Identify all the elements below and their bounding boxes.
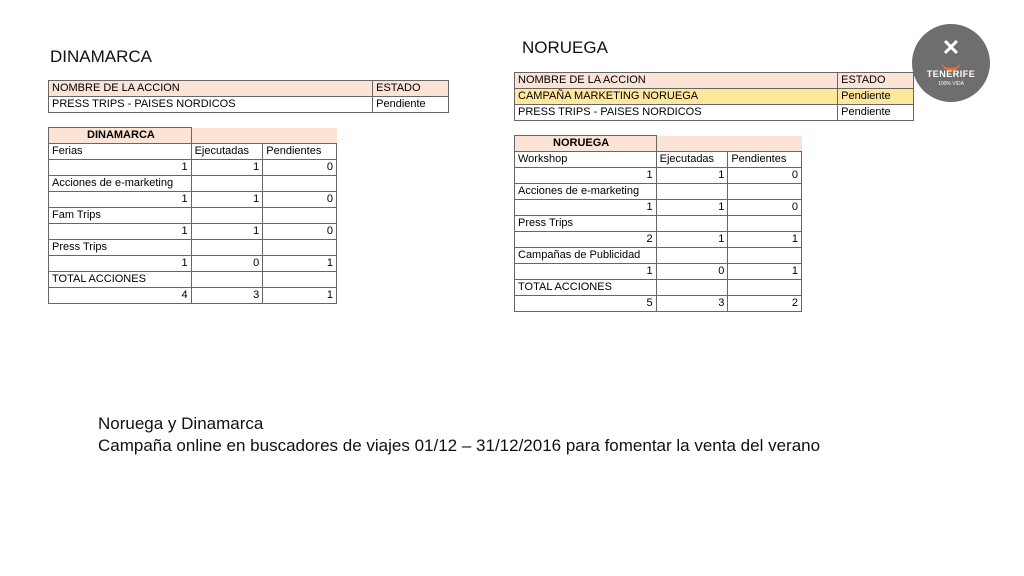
group-label: Press Trips [49, 240, 192, 256]
footer-line-1: Noruega y Dinamarca [98, 414, 264, 433]
cell-done: 1 [656, 232, 728, 248]
cell-total: 1 [49, 160, 192, 176]
cell-total: 4 [49, 288, 192, 304]
cell-pending: 1 [263, 288, 337, 304]
table-row [49, 144, 337, 160]
group-label: Workshop [515, 152, 657, 168]
cell-pending: 2 [728, 296, 802, 312]
table-row [49, 208, 337, 224]
noruega-status-table [514, 72, 914, 121]
table-row [49, 97, 449, 113]
cell-done: 0 [191, 256, 263, 272]
cell-done: 0 [656, 264, 728, 280]
cell-total: 5 [515, 296, 657, 312]
cell-total: 1 [515, 200, 657, 216]
group-label: Ferias [49, 144, 192, 160]
table-header-row [515, 73, 914, 89]
dinamarca-heading: DINAMARCA [50, 47, 153, 66]
summary-title: DINAMARCA [49, 128, 192, 144]
table-row [49, 192, 337, 208]
cell-pending: 1 [263, 256, 337, 272]
table-row [515, 280, 802, 296]
table-row [49, 160, 337, 176]
table-row [515, 232, 802, 248]
tenerife-logo [912, 24, 990, 102]
cell-pending: 0 [263, 224, 337, 240]
table-row [49, 176, 337, 192]
table-row [49, 224, 337, 240]
column-header-pending: Pendientes [263, 144, 337, 160]
table-row [49, 256, 337, 272]
dinamarca-summary-table [48, 127, 337, 304]
cell-done: 1 [656, 168, 728, 184]
logo-name: TENERIFE [926, 69, 976, 79]
cell-pending: 0 [728, 200, 802, 216]
table-row [515, 168, 802, 184]
table-row [515, 248, 802, 264]
cell-total: 2 [515, 232, 657, 248]
table-row [515, 200, 802, 216]
table-row [515, 216, 802, 232]
table-row [515, 105, 914, 121]
cell-pending: 0 [263, 160, 337, 176]
group-label: Press Trips [515, 216, 657, 232]
group-label: Acciones de e-marketing [49, 176, 192, 192]
column-header-done: Ejecutadas [191, 144, 263, 160]
action-name: PRESS TRIPS - PAISES NORDICOS [515, 105, 838, 121]
cell-done: 3 [191, 288, 263, 304]
footer-line-2: Campaña online en buscadores de viajes 01/12 – 31/12/2016 para fomentar la venta del verano [98, 436, 821, 455]
action-name: CAMPAÑA MARKETING NORUEGA [515, 89, 838, 105]
table-row [49, 288, 337, 304]
table-row [515, 89, 914, 105]
cell-total: 1 [49, 192, 192, 208]
group-label: Campañas de Publicidad [515, 248, 657, 264]
dinamarca-status-table [48, 80, 449, 113]
group-label: Acciones de e-marketing [515, 184, 657, 200]
noruega-heading: NORUEGA [522, 38, 608, 57]
logo-tagline: 100% VIDA [938, 81, 964, 87]
action-status: Pendiente [838, 89, 914, 105]
table-row [515, 152, 802, 168]
table-row [49, 272, 337, 288]
table-row [515, 296, 802, 312]
action-name: PRESS TRIPS - PAISES NORDICOS [49, 97, 373, 113]
cell-total: 1 [49, 224, 192, 240]
table-header-row [49, 81, 449, 97]
action-status: Pendiente [373, 97, 449, 113]
cell-total: 1 [515, 168, 657, 184]
column-header-status: ESTADO [373, 81, 449, 97]
column-header-pending: Pendientes [728, 152, 802, 168]
cell-done: 1 [191, 224, 263, 240]
column-header-done: Ejecutadas [656, 152, 728, 168]
cell-done: 1 [191, 160, 263, 176]
column-header-action: NOMBRE DE LA ACCION [515, 73, 838, 89]
cell-pending: 1 [728, 232, 802, 248]
cell-done: 3 [656, 296, 728, 312]
table-row [515, 184, 802, 200]
cell-total: 1 [515, 264, 657, 280]
summary-title: NORUEGA [515, 136, 657, 152]
column-header-status: ESTADO [838, 73, 914, 89]
cell-pending: 0 [728, 168, 802, 184]
noruega-summary-table [514, 135, 802, 312]
cell-pending: 0 [263, 192, 337, 208]
cell-pending: 1 [728, 264, 802, 280]
group-label: Fam Trips [49, 208, 192, 224]
cell-done: 1 [191, 192, 263, 208]
table-row [515, 264, 802, 280]
cell-done: 1 [656, 200, 728, 216]
column-header-action: NOMBRE DE LA ACCION [49, 81, 373, 97]
group-label: TOTAL ACCIONES [49, 272, 192, 288]
action-status: Pendiente [838, 105, 914, 121]
table-row [49, 240, 337, 256]
tenerife-x-icon: ✕ [941, 35, 961, 60]
cell-total: 1 [49, 256, 192, 272]
group-label: TOTAL ACCIONES [515, 280, 657, 296]
